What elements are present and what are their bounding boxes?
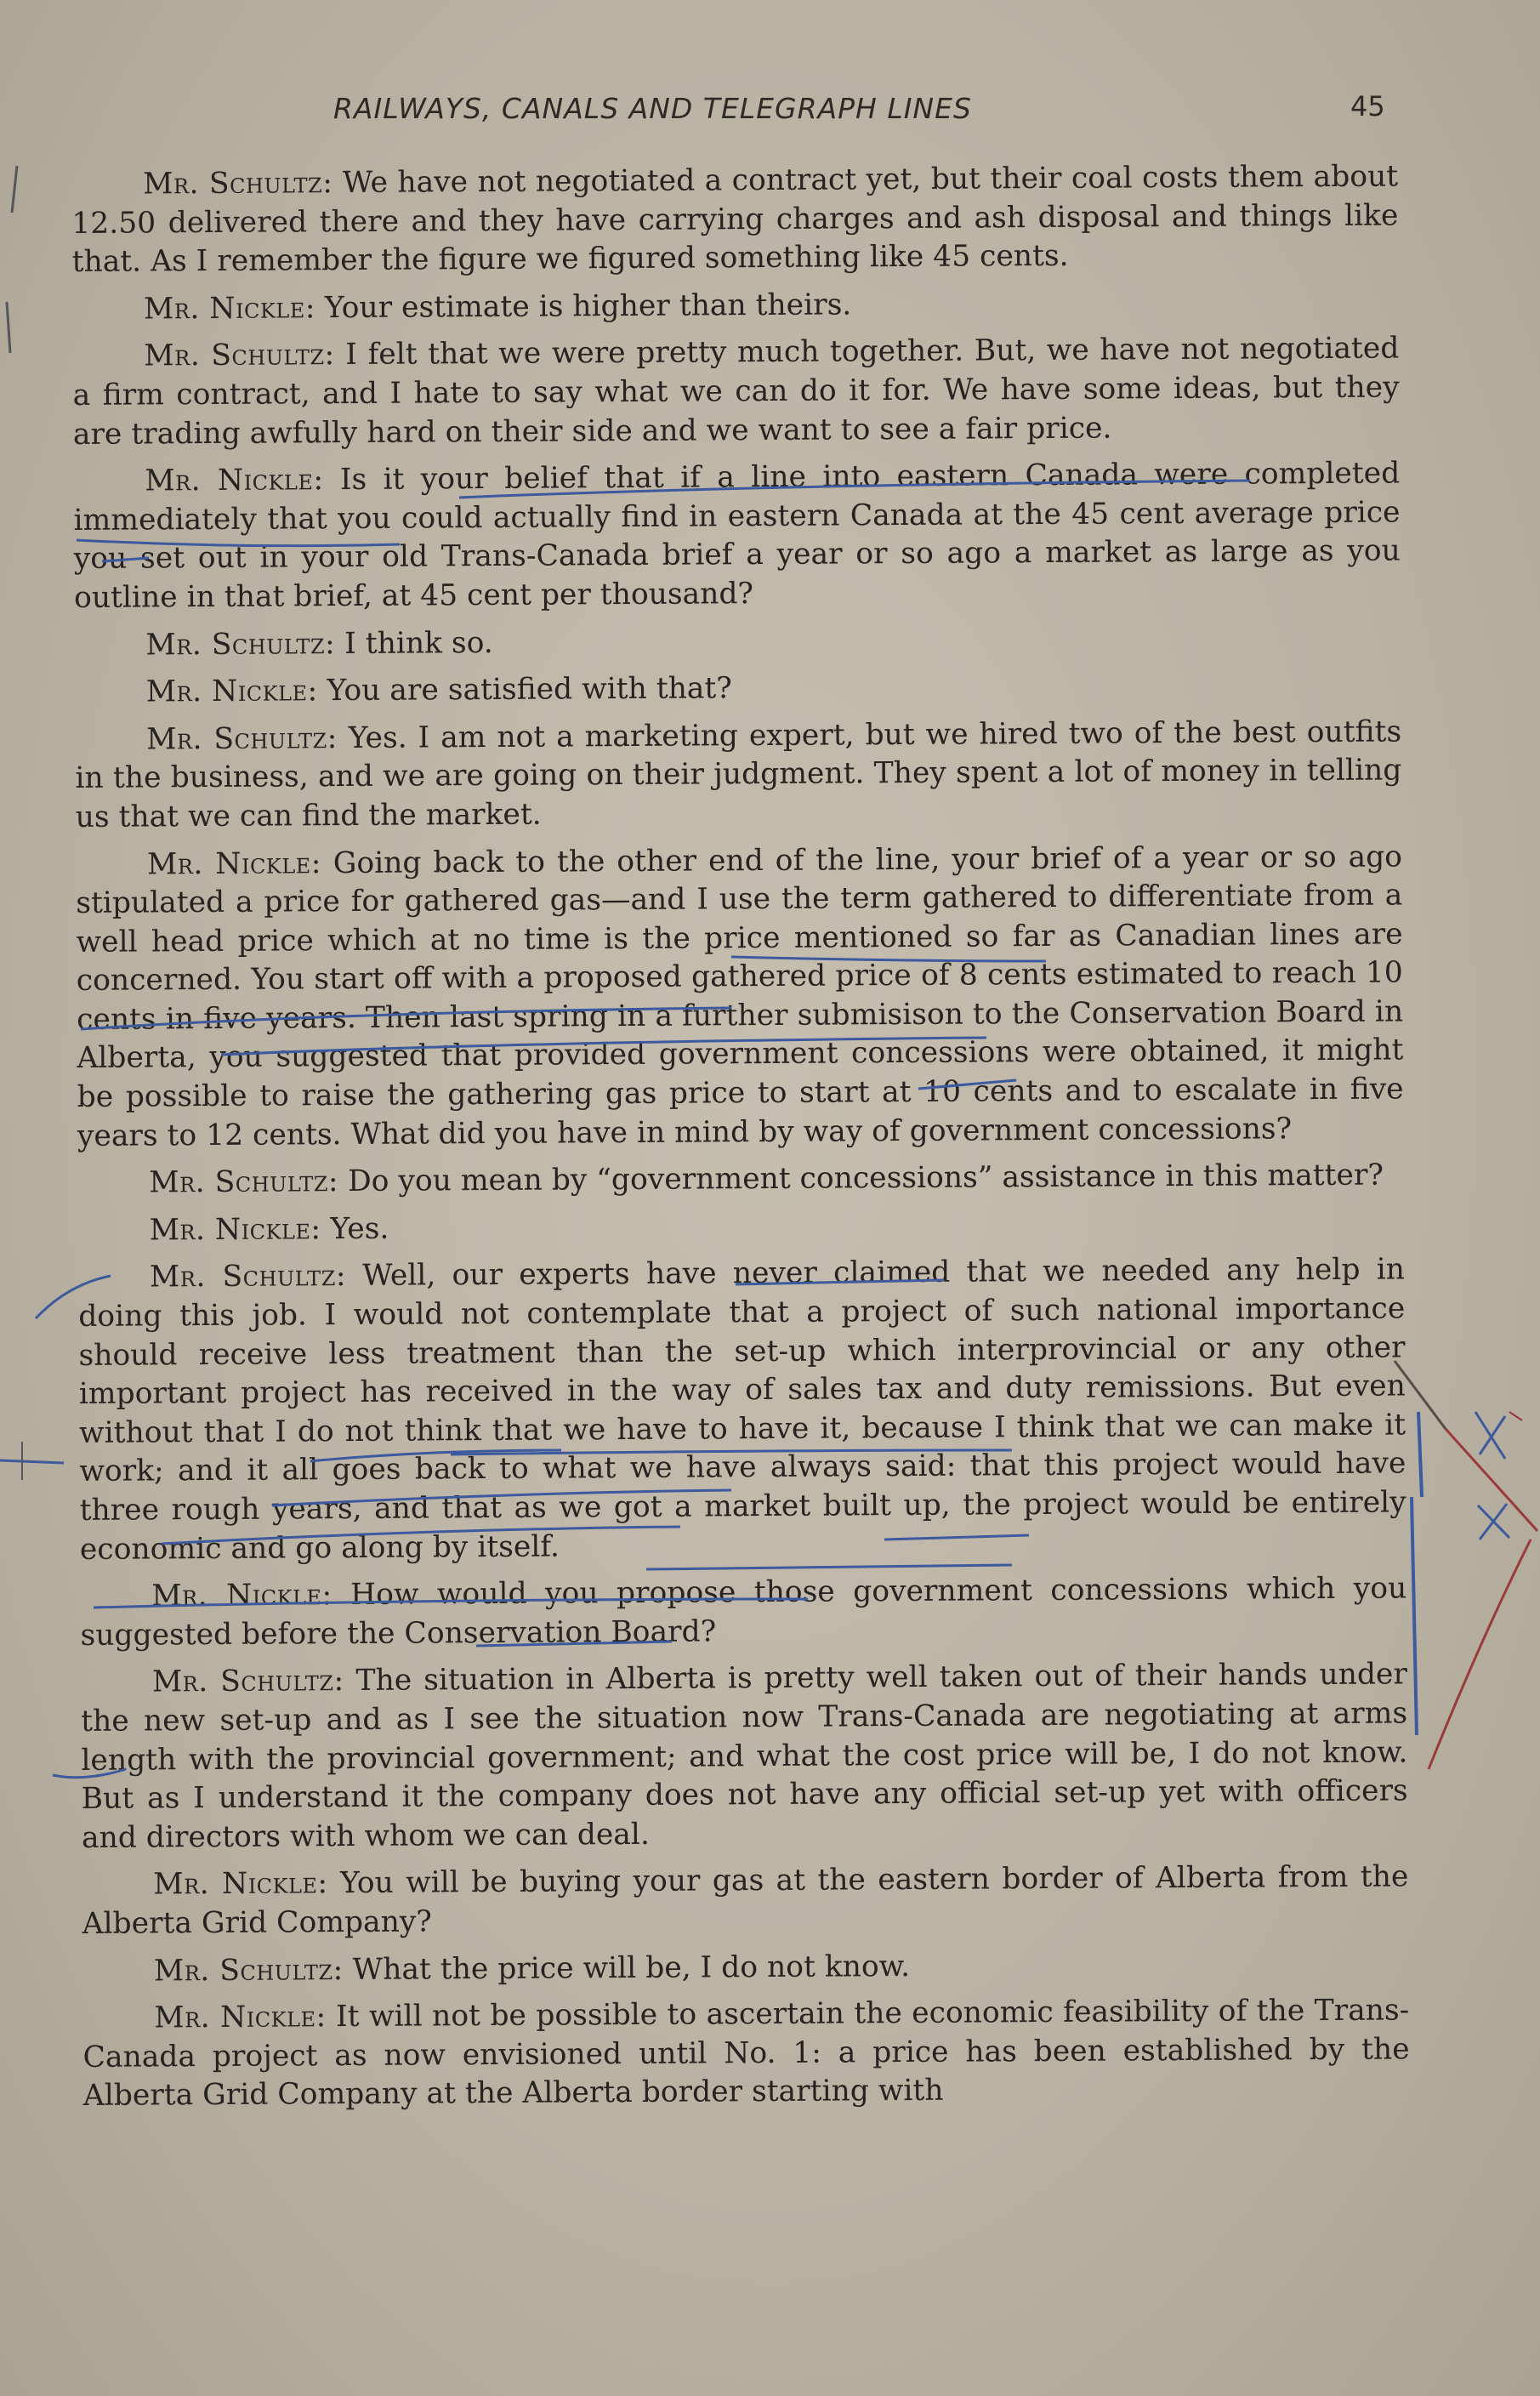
speaker-name: Mr. Schultz: [143, 166, 333, 202]
dialogue-paragraph [81, 1656, 1408, 1858]
paragraph-text: Is it your belief that if a line into eastern Canada were completed immediately that you could actually find in eastern Canada at the 45 cent average price you set out in your old Trans-Canada brief a year or so ago a market as large as you outline in that brief, at 45 cent per thousand? [73, 456, 1401, 615]
dialogue-paragraph [71, 157, 1399, 282]
speaker-name: Mr. Schultz: [145, 720, 338, 757]
red-pencil-mark [1509, 1412, 1522, 1420]
paragraph-text: What the price will be, I do not know. [352, 1949, 911, 1987]
paragraph-text: Well, our experts have never claimed that we needed any help in doing this job. I would not contemplate that a project of such national importance should receive less treatment than the set-up which interprovincial or any other important project has received in the way of sales tax and duty remissions. But even without that I do not think that we have to have it, because I think that we can make it work; and it all goes back to what we have always said: that this project would have three rough years, and that as we got a market built up, the project would be entirely economic and go along by itself. [78, 1252, 1406, 1567]
speaker-name: Mr. Nickle: [146, 845, 321, 881]
red-pencil-mark [1446, 1429, 1537, 1531]
speaker-name: Mr. Nickle: [145, 674, 318, 709]
dialogue-paragraph [82, 1944, 1409, 1991]
dialogue-paragraph [78, 1251, 1406, 1569]
paragraph-text: Yes. [330, 1211, 389, 1247]
dialogue-paragraph [77, 1157, 1404, 1204]
red-pencil-mark [1429, 1539, 1531, 1769]
dialogue-paragraph [78, 1204, 1405, 1250]
dialogue-paragraph [73, 455, 1401, 618]
speaker-name: Mr. Schultz: [149, 1164, 339, 1200]
pencil-x-mark [1475, 1412, 1505, 1459]
pencil-margin-bar [1418, 1412, 1422, 1497]
paragraph-text: I felt that we were pretty much together. But, we have not negotiated a firm contract, and I hate to say what we can do it for. We have some ideas, but they are trading awfully hard on their side and we want to see a fair price. [72, 331, 1400, 452]
paragraph-text: It will not be possible to ascertain the economic feasibility of the Trans-Canada project as now envisioned until No. 1: a price has been established by the Alberta Grid Company at the Alberta border starting with [82, 1993, 1410, 2114]
speaker-name: Mr. Nickle: [145, 463, 324, 498]
page-header [0, 92, 1540, 143]
dialogue-paragraph [82, 1992, 1410, 2116]
paragraph-text: The situation in Alberta is pretty well taken out of their hands under the new set-up and as I see the situation now Trans-Canada are negotiating at arms length with the provincial government; and what the cost price will be, I do not know. But as I understand it the company does not have any official set-up yet with officers and directors with whom we can deal. [81, 1657, 1408, 1855]
speaker-name: Mr. Schultz: [153, 1952, 344, 1988]
paragraph-text: Yes. I am not a marketing expert, but we hired two of the best outfits in the business, and we are going on their judgment. They spent a lot of money in telling us that we can find the market. [75, 714, 1402, 834]
dialogue-paragraph [74, 618, 1401, 665]
dialogue-paragraph [82, 1858, 1409, 1944]
paragraph-text: Going back to the other end of the line, your brief of a year or so ago stipulated a price for gathered gas—and I use the term gathered to differentiate from a well head price which at no time is the price mentioned so far as Canadian lines are concerned. You start off with a proposed gathered price of 8 cents estimated to reach 10 cents in five years. Then last spring in a further submisison to the Conservation Board in Alberta, you suggested that provided government concessions were obtained, it might be possible to raise the gathering gas price to start at 10 cents and to escalate in five years to 12 cents. What did you have in mind by way of government concessions? [76, 839, 1404, 1153]
dialogue-paragraph [76, 838, 1404, 1156]
margin-tick-mark [7, 302, 10, 353]
running-head: RAILWAYS, CANALS AND TELEGRAPH LINES [333, 92, 972, 125]
paragraph-text: You will be buying your gas at the eastern border of Alberta from the Alberta Grid Company? [82, 1859, 1409, 1941]
speaker-name: Mr. Nickle: [153, 1866, 328, 1902]
paragraph-text: Your estimate is higher than theirs. [324, 287, 852, 325]
pencil-margin-line [0, 1460, 64, 1463]
transcript-body [71, 157, 1410, 2124]
dialogue-paragraph [75, 713, 1402, 837]
dialogue-paragraph [80, 1570, 1407, 1656]
paragraph-text: We have not negotiated a contract yet, but their coal costs them about 12.50 delivered there and they have carrying charges and ash disposal and things like that. As I remember the figure we figured something like 45 cents. [71, 159, 1399, 280]
paragraph-text: How would you propose those government concessions which you suggested before the Conservation Board? [80, 1571, 1407, 1653]
speaker-name: Mr. Nickle: [151, 1578, 332, 1613]
dialogue-paragraph [72, 330, 1400, 454]
page-number: 45 [1350, 90, 1385, 122]
paragraph-text: You are satisfied with that? [327, 671, 732, 709]
speaker-name: Mr. Nickle: [149, 1212, 321, 1248]
speaker-name: Mr. Nickle: [143, 291, 316, 327]
pencil-margin-bar [1412, 1497, 1417, 1735]
pencil-x-mark [1478, 1504, 1509, 1539]
paragraph-text: I think so. [344, 625, 493, 661]
dialogue-paragraph [72, 282, 1399, 329]
speaker-name: Mr. Schultz: [151, 1664, 344, 1699]
margin-tick-mark [12, 166, 17, 213]
dialogue-paragraph [75, 666, 1401, 713]
speaker-name: Mr. Schultz: [144, 338, 335, 373]
speaker-name: Mr. Schultz: [149, 1259, 347, 1295]
speaker-name: Mr. Nickle: [154, 2000, 327, 2035]
paragraph-text: Do you mean by “government concessions” assistance in this matter? [347, 1158, 1384, 1199]
speaker-name: Mr. Schultz: [145, 626, 336, 663]
